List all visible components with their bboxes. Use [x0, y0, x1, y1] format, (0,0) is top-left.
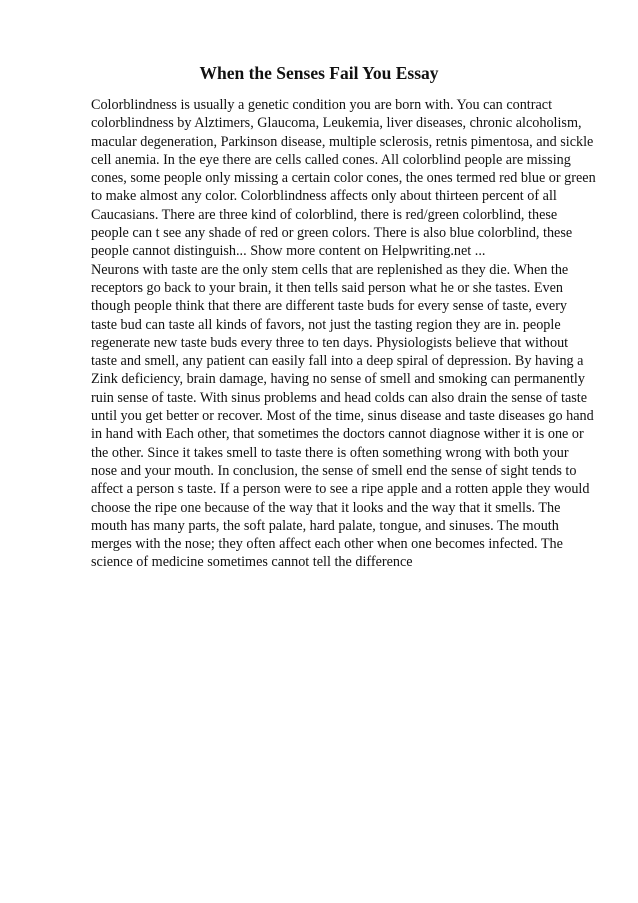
document-title: When the Senses Fail You Essay [199, 63, 439, 83]
paragraph-colorblindness: Colorblindness is usually a genetic condition you are born with. You can contract colorblindness by Alztimers, Glaucoma, Leukemia, liver diseases, chronic alcoholism, macular degeneration, Parkinson disease, multiple sclerosis, retnis pimentosa, and sickle cell anemia. In the eye there are cells called cones. All colorblind people are missing cones, some people only missing a certain color cones, the ones termed red blue or green to make almost any color. Colorblindness affects only about thirteen percent of all Caucasians. There are three kind of colorblind, there is red/green colorblind, these people can t see any shade of red or green colors. There is also blue colorblind, these people cannot distinguish... Show more content on Helpwriting.net ... [91, 97, 596, 260]
paragraph-taste: Neurons with taste are the only stem cells that are replenished as they die. When the receptors go back to your brain, it then tells said person what he or she tastes. Even though people think that there are different taste buds for every sense of taste, every taste bud can taste all kinds of favors, not just the tasting region they are in. people regenerate new taste buds every three to ten days. Physiologists believe that without taste and smell, any patient can easily fall into a deep spiral of depression. By having a Zink deficiency, brain damage, having no sense of smell and smoking can permanently ruin sense of taste. With sinus problems and head colds can also drain the sense of taste until you get better or recover. Most of the time, sinus disease and taste diseases go hand in hand with Each other, that sometimes the doctors cannot diagnose wither it is one or the other. Since it takes smell to taste there is often something wrong with both your nose and your mouth. In conclusion, the sense of smell end the sense of sight tends to affect a person s taste. If a person were to see a ripe apple and a rotten apple they would choose the ripe one because of the way that it looks and the way that it smells. The mouth has many parts, the soft palate, hard palate, tongue, and sinuses. The mouth merges with the nose; they often affect each other when one becomes infected. The science of medicine sometimes cannot tell the difference [91, 261, 594, 571]
document-body [91, 96, 596, 572]
